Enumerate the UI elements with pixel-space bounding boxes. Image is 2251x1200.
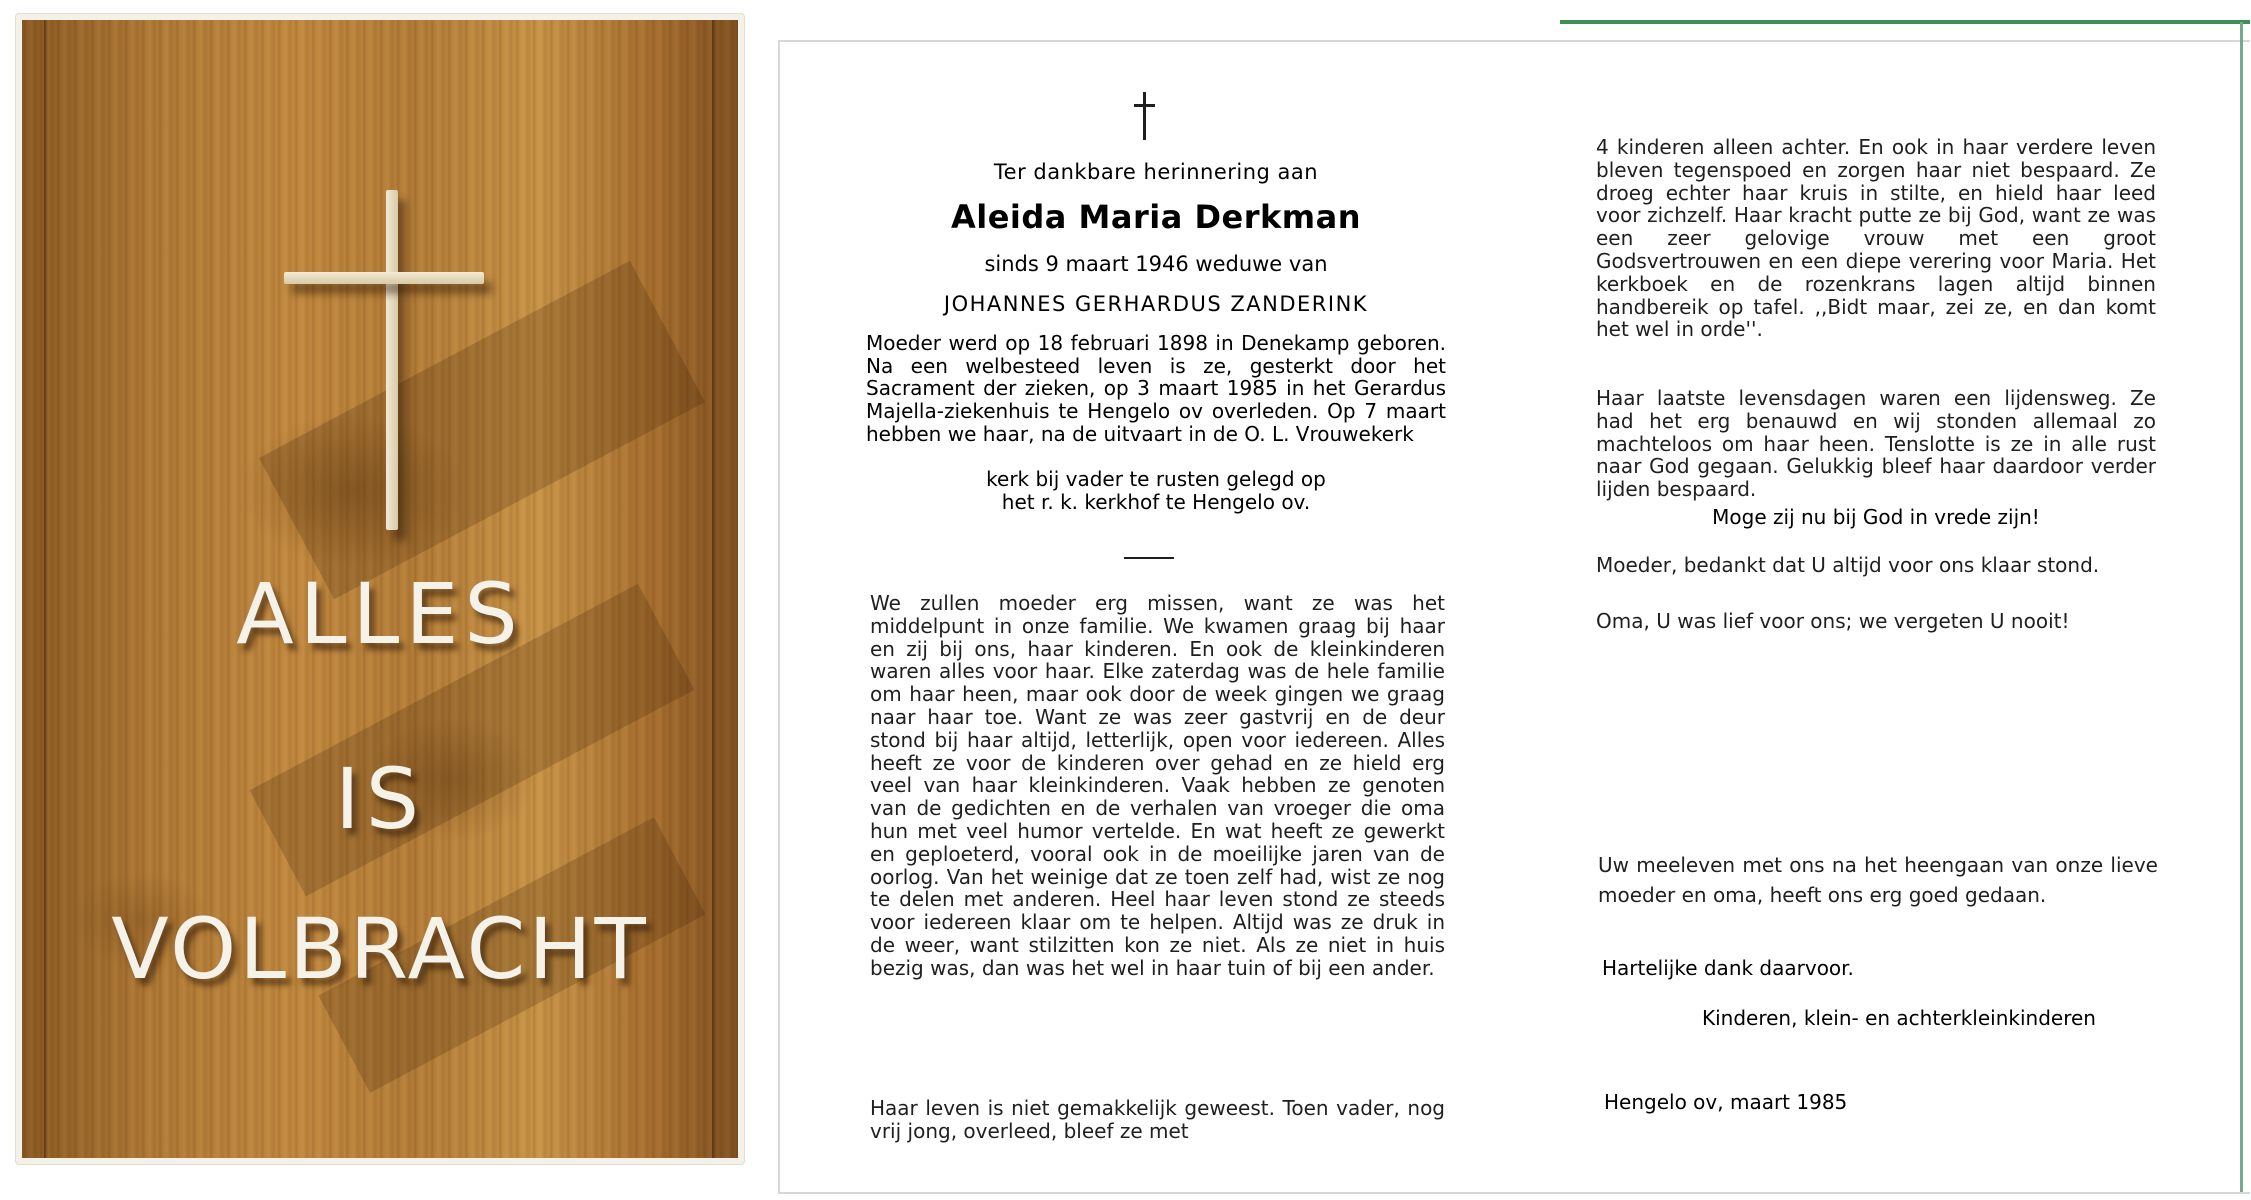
cross-icon-bar [284, 272, 484, 284]
dagger-cross-icon [1130, 92, 1160, 144]
motto-line-3: VOLBRACHT [111, 900, 649, 998]
thanks-line: Hartelijke dank daarvoor. [1602, 956, 1854, 980]
card-edge-right [2240, 22, 2243, 1192]
photo-card [16, 14, 744, 1164]
husband-name: JOHANNES GERHARDUS ZANDERINK [943, 292, 1369, 316]
shadow-band [259, 261, 705, 599]
biography-ending: kerk bij vader te rusten gelegd op het r. k. kerkhof te Hengelo ov. [986, 467, 1326, 514]
thanks-paragraph: Uw meeleven met ons na het heengaan van onze lieve moeder en oma, heeft ons erg goed gedaan. [1598, 853, 2158, 907]
tribute-paragraph-4: Haar laatste levensdagen waren een lijdensweg. Ze had het erg benauwd en wij stonden allemaal zo machteloos om haar heen. Tenslotte is ze in alle rust naar God gegaan. Gelukkig bleef haar daardoor verder lijden bespaard. [1596, 386, 2156, 502]
tribute-paragraph-1: We zullen moeder erg missen, want ze was het middelpunt in onze familie. We kwamen graag bij haar en zij bij ons, haar kinderen. En ook de kleinkinderen waren alles voor haar. Elke zaterdag was de hele familie om haar heen, maar ook door de week gingen we graag naar haar toe. Want ze was zeer gastvrij en de deur stond bij haar altijd, letterlijk, open voor iedereen. Alles heeft ze voor de kinderen over gehad en ze hield erg veel van haar kleinkinderen. Vaak hebben ze genoten van de gedichten en de verhalen van vroeger die oma hun met veel humor vertelde. En wat heeft ze gewerkt en geploeterd, vooral ook in de moeilijke jaren van de oorlog. Van het weinige dat ze toen zelf had, wist ze nog te delen met anderen. Heel haar leven stond ze steeds voor iedereen klaar om te helpen. Altijd was ze druk in de weer, want stilzitten kon ze niet. Als ze niet in huis bezig was, dan was het wel in haar tuin of bij een ander. [870, 591, 1445, 980]
motto-line-1: ALLES [236, 565, 524, 663]
deceased-name: Aleida Maria Derkman [950, 198, 1361, 236]
motto-line-2: IS [334, 750, 426, 848]
signature-line: Kinderen, klein- en achterkleinkinderen [1702, 1006, 2096, 1030]
oma-line: Oma, U was lief voor ons; we vergeten U nooit! [1596, 609, 2070, 633]
tribute-paragraph-2: Haar leven is niet gemakkelijk geweest. Toen vader, nog vrij jong, overleed, bleef ze met [870, 1096, 1445, 1143]
tribute-paragraph-3: 4 kinderen alleen achter. En ook in haar verdere leven bleven tegenspoed en zorgen haar niet bespaard. Ze droeg echter haar kruis in stilte, en hield haar leed voor zichzelf. Haar kracht putte ze bij God, want ze was een zeer gelovige vrouw met een groot Godsvertrouwen en een diepe verering voor Maria. Het kerkboek en de rozenkrans lagen altijd binnen handbereik op tafel. ,,Bidt maar, zei ze, en dan komt het wel in orde''. [1596, 135, 2156, 342]
prayer-line: Moge zij nu bij God in vrede zijn! [1712, 505, 2040, 529]
wood-background [22, 20, 738, 1158]
cross-icon [386, 190, 398, 530]
place-date-line: Hengelo ov, maart 1985 [1604, 1090, 1848, 1114]
moeder-line: Moeder, bedankt dat U altijd voor ons klaar stond. [1596, 553, 2100, 577]
card-edge-top [1560, 20, 2250, 24]
widow-since-line: sinds 9 maart 1946 weduwe van [984, 252, 1328, 276]
biography-paragraph: Moeder werd op 18 februari 1898 in Denekamp geboren. Na een welbesteed leven is ze, gesterkt door het Sacrament der zieken, op 3 maart 1985 in het Gerardus Majella-ziekenhuis te Hengelo ov overleden. Op 7 maart hebben we haar, na de uitvaart in de O. L. Vrouwekerk [866, 331, 1446, 446]
separator-rule [1124, 557, 1174, 559]
intro-line: Ter dankbare herinnering aan [993, 160, 1319, 184]
